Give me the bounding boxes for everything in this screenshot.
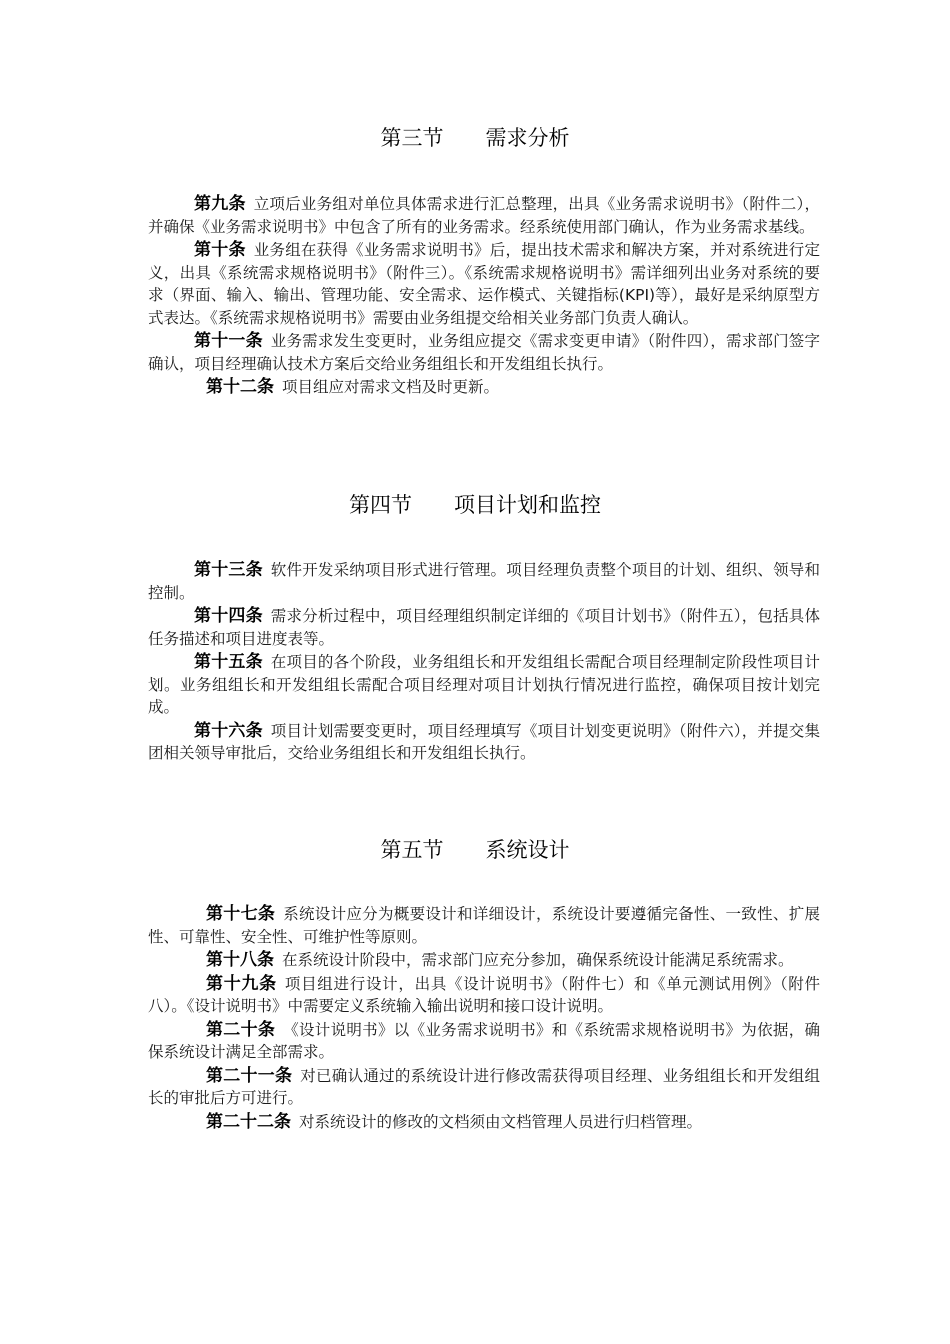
- article-label: 第二十一条: [206, 1065, 293, 1086]
- article-text: 需求分析过程中，项目经理组织制定详细的《项目计划书》（附件五），包括具体任务描述和项目进度表等。: [148, 607, 821, 648]
- article-16: [148, 720, 820, 765]
- article-label: 第十八条: [206, 950, 274, 970]
- article-label: 第二十二条: [206, 1111, 291, 1132]
- article-text: 项目计划需要变更时，项目经理填写《项目计划变更说明》（附件六），并提交集团相关领导审批后，交给业务组组长和开发组组长执行。: [148, 721, 821, 762]
- section-3-body: [148, 193, 820, 400]
- article-label: 第十四条: [194, 606, 263, 626]
- article-15: [148, 651, 820, 719]
- article-18: [148, 949, 820, 972]
- section-heading-5: 第五节 系统设计: [380, 838, 570, 862]
- article-label: 第十六条: [194, 720, 263, 741]
- article-text: 对系统设计的修改的文档须由文档管理人员进行归档管理。: [299, 1112, 703, 1131]
- article-label: 第十五条: [194, 652, 263, 672]
- article-22: [148, 1111, 820, 1134]
- article-label: 第十九条: [206, 973, 277, 994]
- article-19: [148, 973, 820, 1018]
- article-label: 第十一条: [194, 331, 263, 351]
- article-text: 在系统设计阶段中，需求部门应充分参加，确保系统设计能满足系统需求。: [282, 951, 794, 969]
- section-heading-3: 第三节 需求分析: [380, 126, 570, 150]
- article-text: 业务需求发生变更时，业务组应提交《需求变更申请》（附件四），需求部门签字确认，项目经理确认技术方案后交给业务组组长和开发组组长执行。: [148, 332, 821, 373]
- article-17: [148, 903, 820, 948]
- section-4-body: [148, 559, 820, 766]
- article-text: 项目组应对需求文档及时更新。: [282, 378, 500, 396]
- article-text: 《设计说明书》以《业务需求说明书》和《系统需求规格说明书》为依据，确保系统设计满足全部需求。: [148, 1020, 820, 1061]
- article-label: 第二十条: [206, 1019, 276, 1040]
- article-label: 第十七条: [206, 904, 276, 924]
- article-label: 第十条: [194, 240, 246, 260]
- article-11: [148, 330, 820, 375]
- article-label: 第十二条: [206, 377, 274, 397]
- article-text: 对已确认通过的系统设计进行修改需获得项目经理、业务组组长和开发组组长的审批后方可进行。: [148, 1066, 821, 1107]
- section-heading-4: 第四节 项目计划和监控: [349, 493, 601, 517]
- article-text: 软件开发采纳项目形式进行管理。项目经理负责整个项目的计划、组织、领导和控制。: [148, 561, 820, 602]
- article-13: [148, 559, 820, 604]
- article-10: [148, 239, 820, 329]
- article-text: 立项后业务组对单位具体需求进行汇总整理，出具《业务需求说明书》（附件二），并确保《业务需求说明书》中包含了所有的业务需求。经系统使用部门确认，作为业务需求基线。: [148, 195, 820, 236]
- section-5-body: [148, 903, 820, 1134]
- article-20: [148, 1019, 820, 1064]
- article-21: [148, 1065, 820, 1110]
- article-9: [148, 193, 820, 238]
- article-text: 项目组进行设计，出具《设计说明书》（附件七）和《单元测试用例》（附件八）。《设计说明书》中需要定义系统输入输出说明和接口设计说明。: [148, 974, 820, 1015]
- article-text: 业务组在获得《业务需求说明书》后，提出技术需求和解决方案，并对系统进行定义，出具《系统需求规格说明书》（附件三）。《系统需求规格说明书》需详细列出业务对系统的要求（界面、输入、输出、管理功能、安全需求、运作模式、关键指标(KPI)等），最好是采纳原型方式表达。《系统需求规格说明书》需要由业务组提交给相关业务部门负责人确认。: [148, 241, 820, 327]
- article-14: [148, 605, 820, 650]
- article-label: 第十三条: [194, 560, 263, 580]
- article-label: 第九条: [194, 194, 246, 214]
- article-12: [148, 376, 820, 399]
- article-text: 系统设计应分为概要设计和详细设计，系统设计要遵循完备性、一致性、扩展性、可靠性、安全性、可维护性等原则。: [148, 905, 820, 946]
- article-text: 在项目的各个阶段，业务组组长和开发组组长需配合项目经理制定阶段性项目计划。业务组组长和开发组组长需配合项目经理对项目计划执行情况进行监控，确保项目按计划完成。: [148, 653, 820, 716]
